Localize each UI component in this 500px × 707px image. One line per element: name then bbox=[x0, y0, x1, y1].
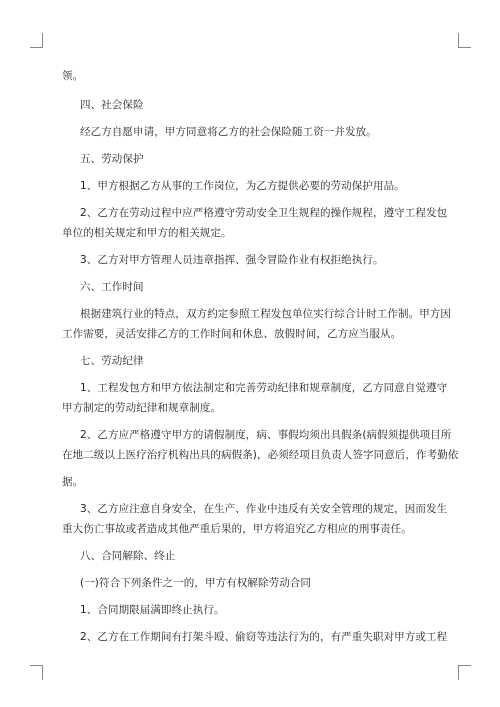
text-line: 领。 bbox=[62, 70, 84, 82]
text-line: (一)符合下列条件之一的，甲方有权解除劳动合同 bbox=[80, 577, 311, 589]
section-heading: 八、合同解除、终止 bbox=[80, 550, 176, 562]
text-line: 2、乙方应严格遵守甲方的请假制度，病、事假均须出具假条(病假须提供项目所 bbox=[80, 429, 452, 441]
text-line: 3、乙方应注意自身安全，在生产、作业中违反有关安全管理的规定，因而发生 bbox=[80, 503, 448, 515]
section-heading: 四、社会保险 bbox=[80, 99, 144, 111]
crop-mark-bottom-left bbox=[30, 665, 43, 680]
text-line: 3、乙方对甲方管理人员违章指挥、强令冒险作业有权拒绝执行。 bbox=[80, 254, 384, 266]
text-line: 单位的相关规定和甲方的相关规定。 bbox=[62, 227, 232, 239]
text-line: 2、乙方在工作期间有打架斗殴、偷窃等违法行为的，有严重失职对甲方或工程 bbox=[80, 631, 448, 643]
text-line: 1、甲方根据乙方从事的工作岗位，为乙方提供必要的劳动保护用品。 bbox=[80, 180, 405, 192]
text-line: 在地二级以上医疗治疗机构出具的病假条)，必须经项目负责人签字同意后，作考勤依 bbox=[62, 449, 459, 461]
crop-mark-bottom-right bbox=[458, 665, 471, 680]
text-line: 2、乙方在劳动过程中应严格遵守劳动安全卫生规程的操作规程，遵守工程发包 bbox=[80, 207, 448, 219]
text-line: 1、工程发包方和甲方依法制定和完善劳动纪律和规章制度，乙方同意自觉遵守 bbox=[80, 382, 448, 394]
text-line: 据。 bbox=[62, 476, 84, 488]
section-heading: 七、劳动纪律 bbox=[80, 355, 144, 367]
crop-mark-top-left bbox=[30, 33, 43, 48]
text-line: 工作需要，灵活安排乙方的工作时间和休息、放假时间，乙方应当服从。 bbox=[62, 328, 402, 340]
section-heading: 五、劳动保护 bbox=[80, 153, 144, 165]
text-line: 甲方制定的劳动纪律和规章制度。 bbox=[62, 402, 221, 414]
text-line: 1、合同期限届满即终止执行。 bbox=[80, 604, 225, 616]
text-line: 经乙方自愿申请，甲方同意将乙方的社会保险随工资一并发放。 bbox=[80, 126, 377, 138]
text-line: 根据建筑行业的特点，双方约定参照工程发包单位实行综合计时工作制。甲方因 bbox=[80, 308, 451, 320]
section-heading: 六、工作时间 bbox=[80, 281, 144, 293]
text-line: 重大伤亡事故或者造成其他严重后果的，甲方将追究乙方相应的刑事责任。 bbox=[62, 523, 412, 535]
crop-mark-top-right bbox=[458, 33, 471, 48]
